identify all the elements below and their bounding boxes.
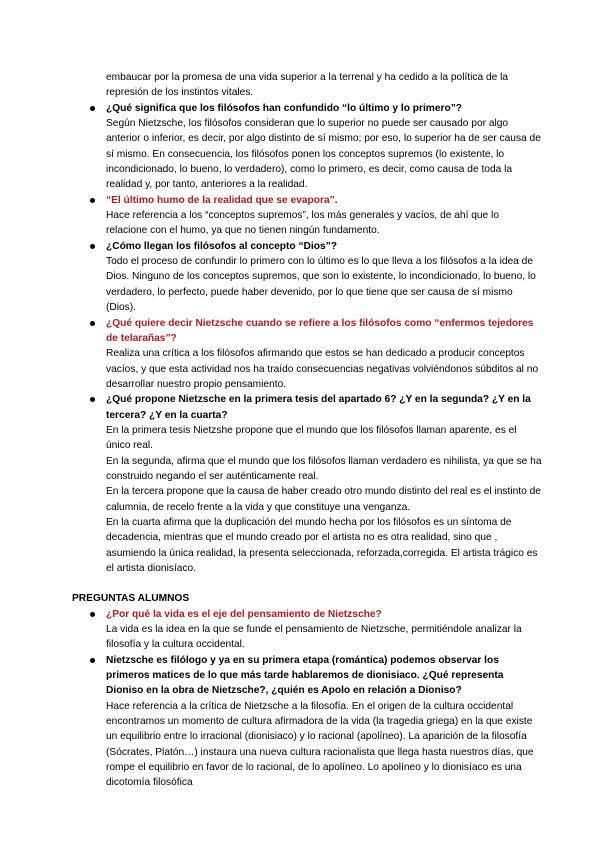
bullet-icon bbox=[90, 612, 95, 617]
bullet-icon bbox=[90, 198, 95, 203]
bullet-icon bbox=[90, 244, 95, 249]
bullet-icon bbox=[90, 106, 95, 111]
question-item bbox=[72, 316, 542, 393]
answer-text: La vida es la idea en la que se funde el pensamiento de Nietzsche, permitiéndole analizar la filosofía y la cultura occidental. bbox=[106, 624, 522, 651]
question-item bbox=[72, 392, 542, 576]
question-item bbox=[72, 193, 542, 239]
answer-text: Todo el proceso de confundir lo primero con lo último es lo que lleva a los filósofos a la idea de Dios. Ninguno de los conceptos supremos, que son lo existente, lo incondicionado, lo bueno, lo verdadero, lo perfecto, puede haber devenido, por lo que tiene que ser causa de sí mismo (Dios). bbox=[106, 256, 536, 314]
answer-text: Hace referencia a los “conceptos supremos”, los más generales y vacíos, de ahí que lo relacione con el humo, ya que no tienen ningún fundamento. bbox=[106, 210, 499, 237]
answer-text: En la cuarta afirma que la duplicación del mundo hecha por los filósofos es un síntoma de decadencia, mientras que el mundo creado por el artista no es otra realidad, sino que , asumiendo la única realidad, la presenta seleccionada, reforzada,corregida. El artista trágico es el artista dionisíaco. bbox=[106, 516, 538, 574]
question-item bbox=[72, 239, 542, 316]
section-title: PREGUNTAS ALUMNOS bbox=[72, 593, 190, 605]
answer-text: Según Nietzsche, los filósofos consideran que lo superior no puede ser causado por algo anterior o inferior, es decir, por algo distinto de sí mismo; por eso, lo superior ha de ser causa de sí mismo. En consecuencia, los filósofos ponen los conceptos supremos (lo existente, lo incondicionado, lo bueno, lo verdadero), como lo primero, es decir, como causa de toda la realidad y, por tanto, anteriores a la realidad. bbox=[106, 118, 541, 191]
bullet-icon bbox=[90, 321, 95, 326]
question-text: ¿Cómo llegan los filósofos al concepto “Dios”? bbox=[106, 240, 337, 252]
question-item bbox=[72, 653, 542, 791]
document-content bbox=[72, 70, 542, 791]
question-text: ¿Por qué la vida es el eje del pensamiento de Nietzsche? bbox=[106, 608, 382, 620]
answer-text: En la primera tesis Nietzshe propone que el mundo que los filósofos llaman aparente, es el único real. bbox=[106, 424, 517, 452]
answer-text: En la tercera propone que la causa de haber creado otro mundo distinto del real es el instinto de calumnia, de recelo frente a la vida y que constituye una venganza. bbox=[106, 486, 541, 513]
answer-text: Realiza una crítica a los filósofos afirmando que estos se han dedicado a producir conceptos vacíos, y que esta actividad nos ha traído consecuencias negativas volviéndonos súbditos al no desarrollar nuestro propio pensamiento. bbox=[106, 348, 539, 390]
bullet-icon bbox=[90, 397, 95, 402]
question-text: ¿Qué quiere decir Nietzsche cuando se refiere a los filósofos como “enfermos tejedores de telarañas”? bbox=[106, 317, 534, 344]
question-text: “El último humo de la realidad que se evapora”. bbox=[106, 194, 338, 206]
question-text: Nietzsche es filólogo y ya en su primera etapa (romántica) podemos observar los primeros matices de lo que más tarde hablaremos de dionisiaco. ¿Qué representa Dioniso en la obra de Nietzsche?, ¿quién es Apolo en relación a Dioniso? bbox=[106, 654, 504, 697]
question-item bbox=[72, 607, 542, 653]
question-text: ¿Qué propone Nietzsche en la primera tesis del apartado 6? ¿Y en la segunda? ¿Y en la tercera? ¿Y en la cuarta? bbox=[106, 394, 531, 421]
question-text: ¿Qué significa que los filósofos han confundido “lo último y lo primero”? bbox=[106, 102, 463, 114]
question-item bbox=[72, 101, 542, 193]
answer-text: En la segunda, afirma que el mundo que los filósofos llaman verdadero es nihilista, ya que se ha construido negando el ser auténticamente real. bbox=[106, 455, 542, 482]
bullet-icon bbox=[90, 658, 95, 663]
answer-text: Hace referencia a la crítica de Nietzsche a la filosofía. En el origen de la cultura occidental encontramos un momento de cultura afirmadora de la vida (la tragedia griega) en la que existe un equilibrio entre lo irracional (dionisiaco) y lo racional (apolíneo). La aparición de la filosofía (Sócrates, Platón…) instaura una nueva cultura racionalista que llega hasta nuestros días, que rompe el equilibrio en favor de lo racional, de lo apolíneo. Lo apolíneo y lo dionisíaco es una dicotomía filosófica bbox=[106, 700, 534, 789]
continuation-text: embaucar por la promesa de una vida superior a la terrenal y ha cedido a la política de la represión de los instintos vitales. bbox=[106, 72, 509, 99]
